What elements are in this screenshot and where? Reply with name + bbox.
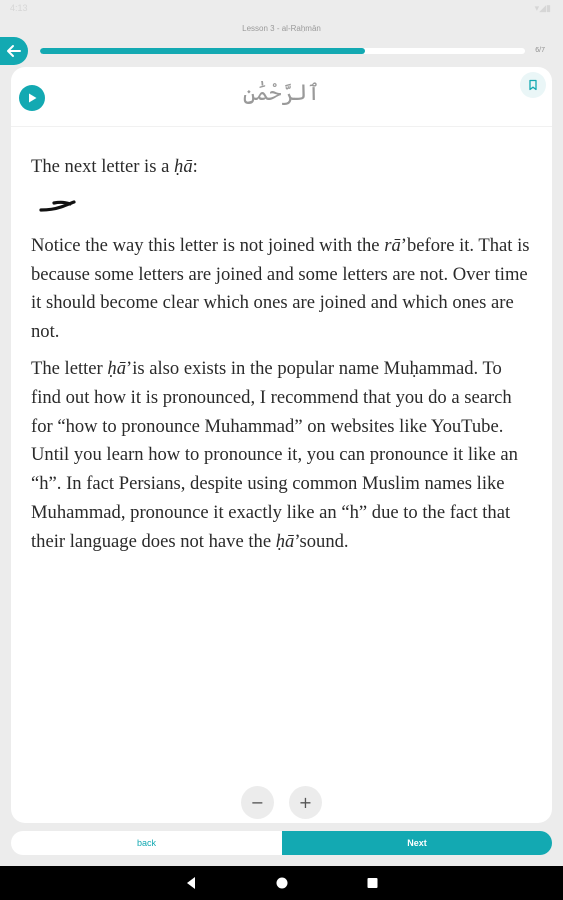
zoom-in-button[interactable]: + bbox=[289, 786, 322, 819]
status-time: 4:13 bbox=[10, 3, 28, 13]
nav-home-icon[interactable] bbox=[275, 876, 289, 890]
card-header bbox=[11, 67, 552, 127]
zoom-out-button[interactable]: − bbox=[241, 786, 274, 819]
intro-paragraph: The next letter is a ḥā: bbox=[31, 156, 198, 177]
nav-recents-icon[interactable] bbox=[366, 876, 379, 890]
back-arrow-button[interactable] bbox=[0, 37, 28, 65]
paragraph-3: The letter ḥā’is also exists in the popular name Muḥammad. To find out how it is pronounced, I recommend that you do a search for “how to pronounce Muhammad” on websites like YouTube. Until you learn how to pronounce it, you can pronounce it like an “h”. In fact Persians, despite using common Muslim names like Muhammad, pronounce it exactly like an “h” due to the fact that their language does not have the ḥā’sound. bbox=[31, 357, 518, 552]
arabic-word: ٱلرَّحْمَٰنِ bbox=[242, 81, 321, 106]
back-button[interactable]: back bbox=[11, 831, 282, 855]
status-bar bbox=[0, 0, 563, 18]
lesson-title: Lesson 3 - al-Raḥmān bbox=[242, 24, 321, 33]
lesson-progress-fill bbox=[40, 48, 365, 54]
arrow-left-icon bbox=[6, 43, 22, 59]
lesson-content bbox=[31, 153, 531, 557]
nav-back-icon[interactable] bbox=[185, 876, 197, 890]
system-icons: ▾◢▮ bbox=[534, 3, 551, 13]
bookmark-button[interactable] bbox=[520, 72, 546, 98]
next-button[interactable]: Next bbox=[282, 831, 552, 855]
progress-count: 6/7 bbox=[535, 47, 545, 54]
lesson-card bbox=[11, 67, 552, 823]
paragraph-2: Notice the way this letter is not joined with the rā’before it. That is because some letters are joined and some letters are not. Over time it should become clear which ones are joined and which ones are not. bbox=[31, 234, 530, 343]
letter-ha-glyph bbox=[37, 190, 83, 222]
lesson-progress-bar bbox=[40, 48, 525, 54]
bookmark-icon bbox=[527, 79, 539, 91]
android-navigation-bar bbox=[0, 866, 563, 900]
